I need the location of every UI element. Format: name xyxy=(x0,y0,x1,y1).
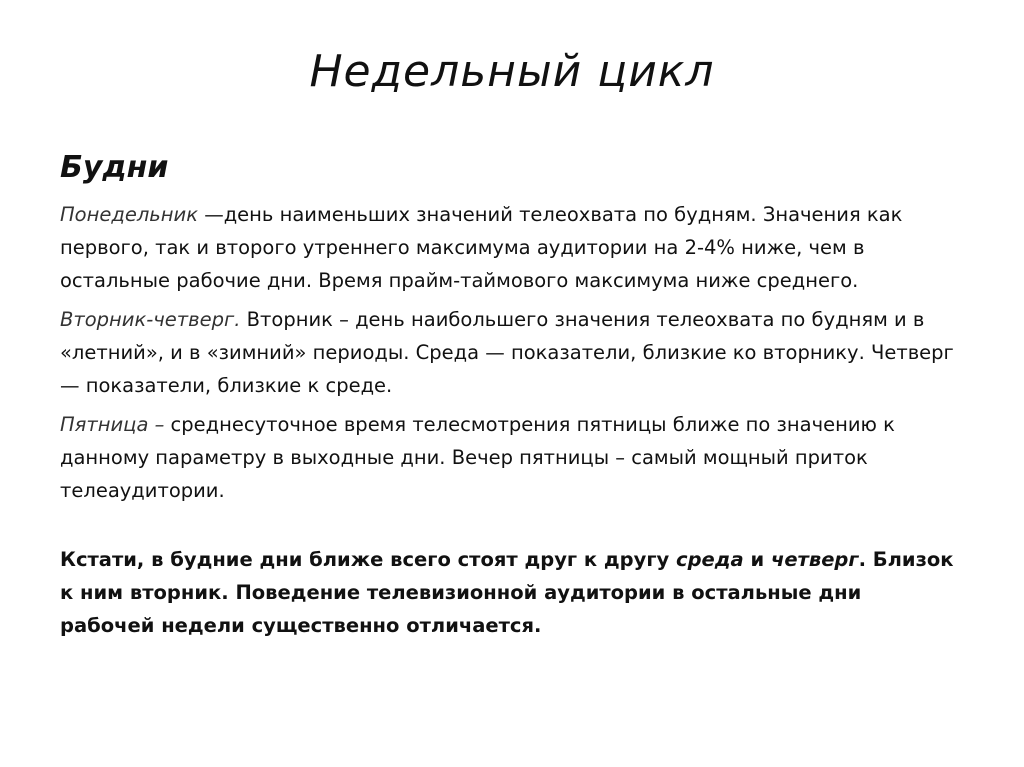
paragraph-monday xyxy=(60,198,960,297)
paragraph-lead: Понедельник xyxy=(60,203,205,226)
paragraph-text: среднесуточное время телесмотрения пятницы ближе по значению к данному параметру в выходные дни. Вечер пятницы – самый мощный приток телеаудитории. xyxy=(60,413,895,502)
paragraph-text: —день наименьших значений телеохвата по будням. Значения как первого, так и второго утреннего максимума аудитории на 2-4% ниже, чем в остальные рабочие дни. Время прайм-таймового максимума ниже среднего. xyxy=(60,203,903,292)
paragraph-text: Вторник – день наибольшего значения телеохвата по будням и в «летний», и в «зимний» периоды. Среда — показатели, близкие ко вторнику. Четверг — показатели, близкие к среде. xyxy=(60,308,954,397)
paragraph-lead: Вторник-четверг. xyxy=(60,308,241,331)
paragraph-friday xyxy=(60,408,960,507)
paragraph-tuesday-thursday xyxy=(60,303,960,402)
note-text: . Близок к ним вторник. Поведение телевизионной аудитории в остальные дни рабочей недели существенно отличается. xyxy=(60,548,954,637)
note-emphasis-wednesday: среда xyxy=(676,548,744,571)
note-emphasis-thursday: четверг xyxy=(770,548,859,571)
note-text: и xyxy=(743,548,771,571)
summary-note xyxy=(60,543,960,642)
slide-title: Недельный цикл xyxy=(309,46,715,97)
slide-content xyxy=(60,150,960,642)
section-heading: Будни xyxy=(60,150,169,185)
paragraph-lead: Пятница – xyxy=(60,413,171,436)
note-text: Кстати, в будние дни ближе всего стоят друг к другу xyxy=(60,548,677,571)
